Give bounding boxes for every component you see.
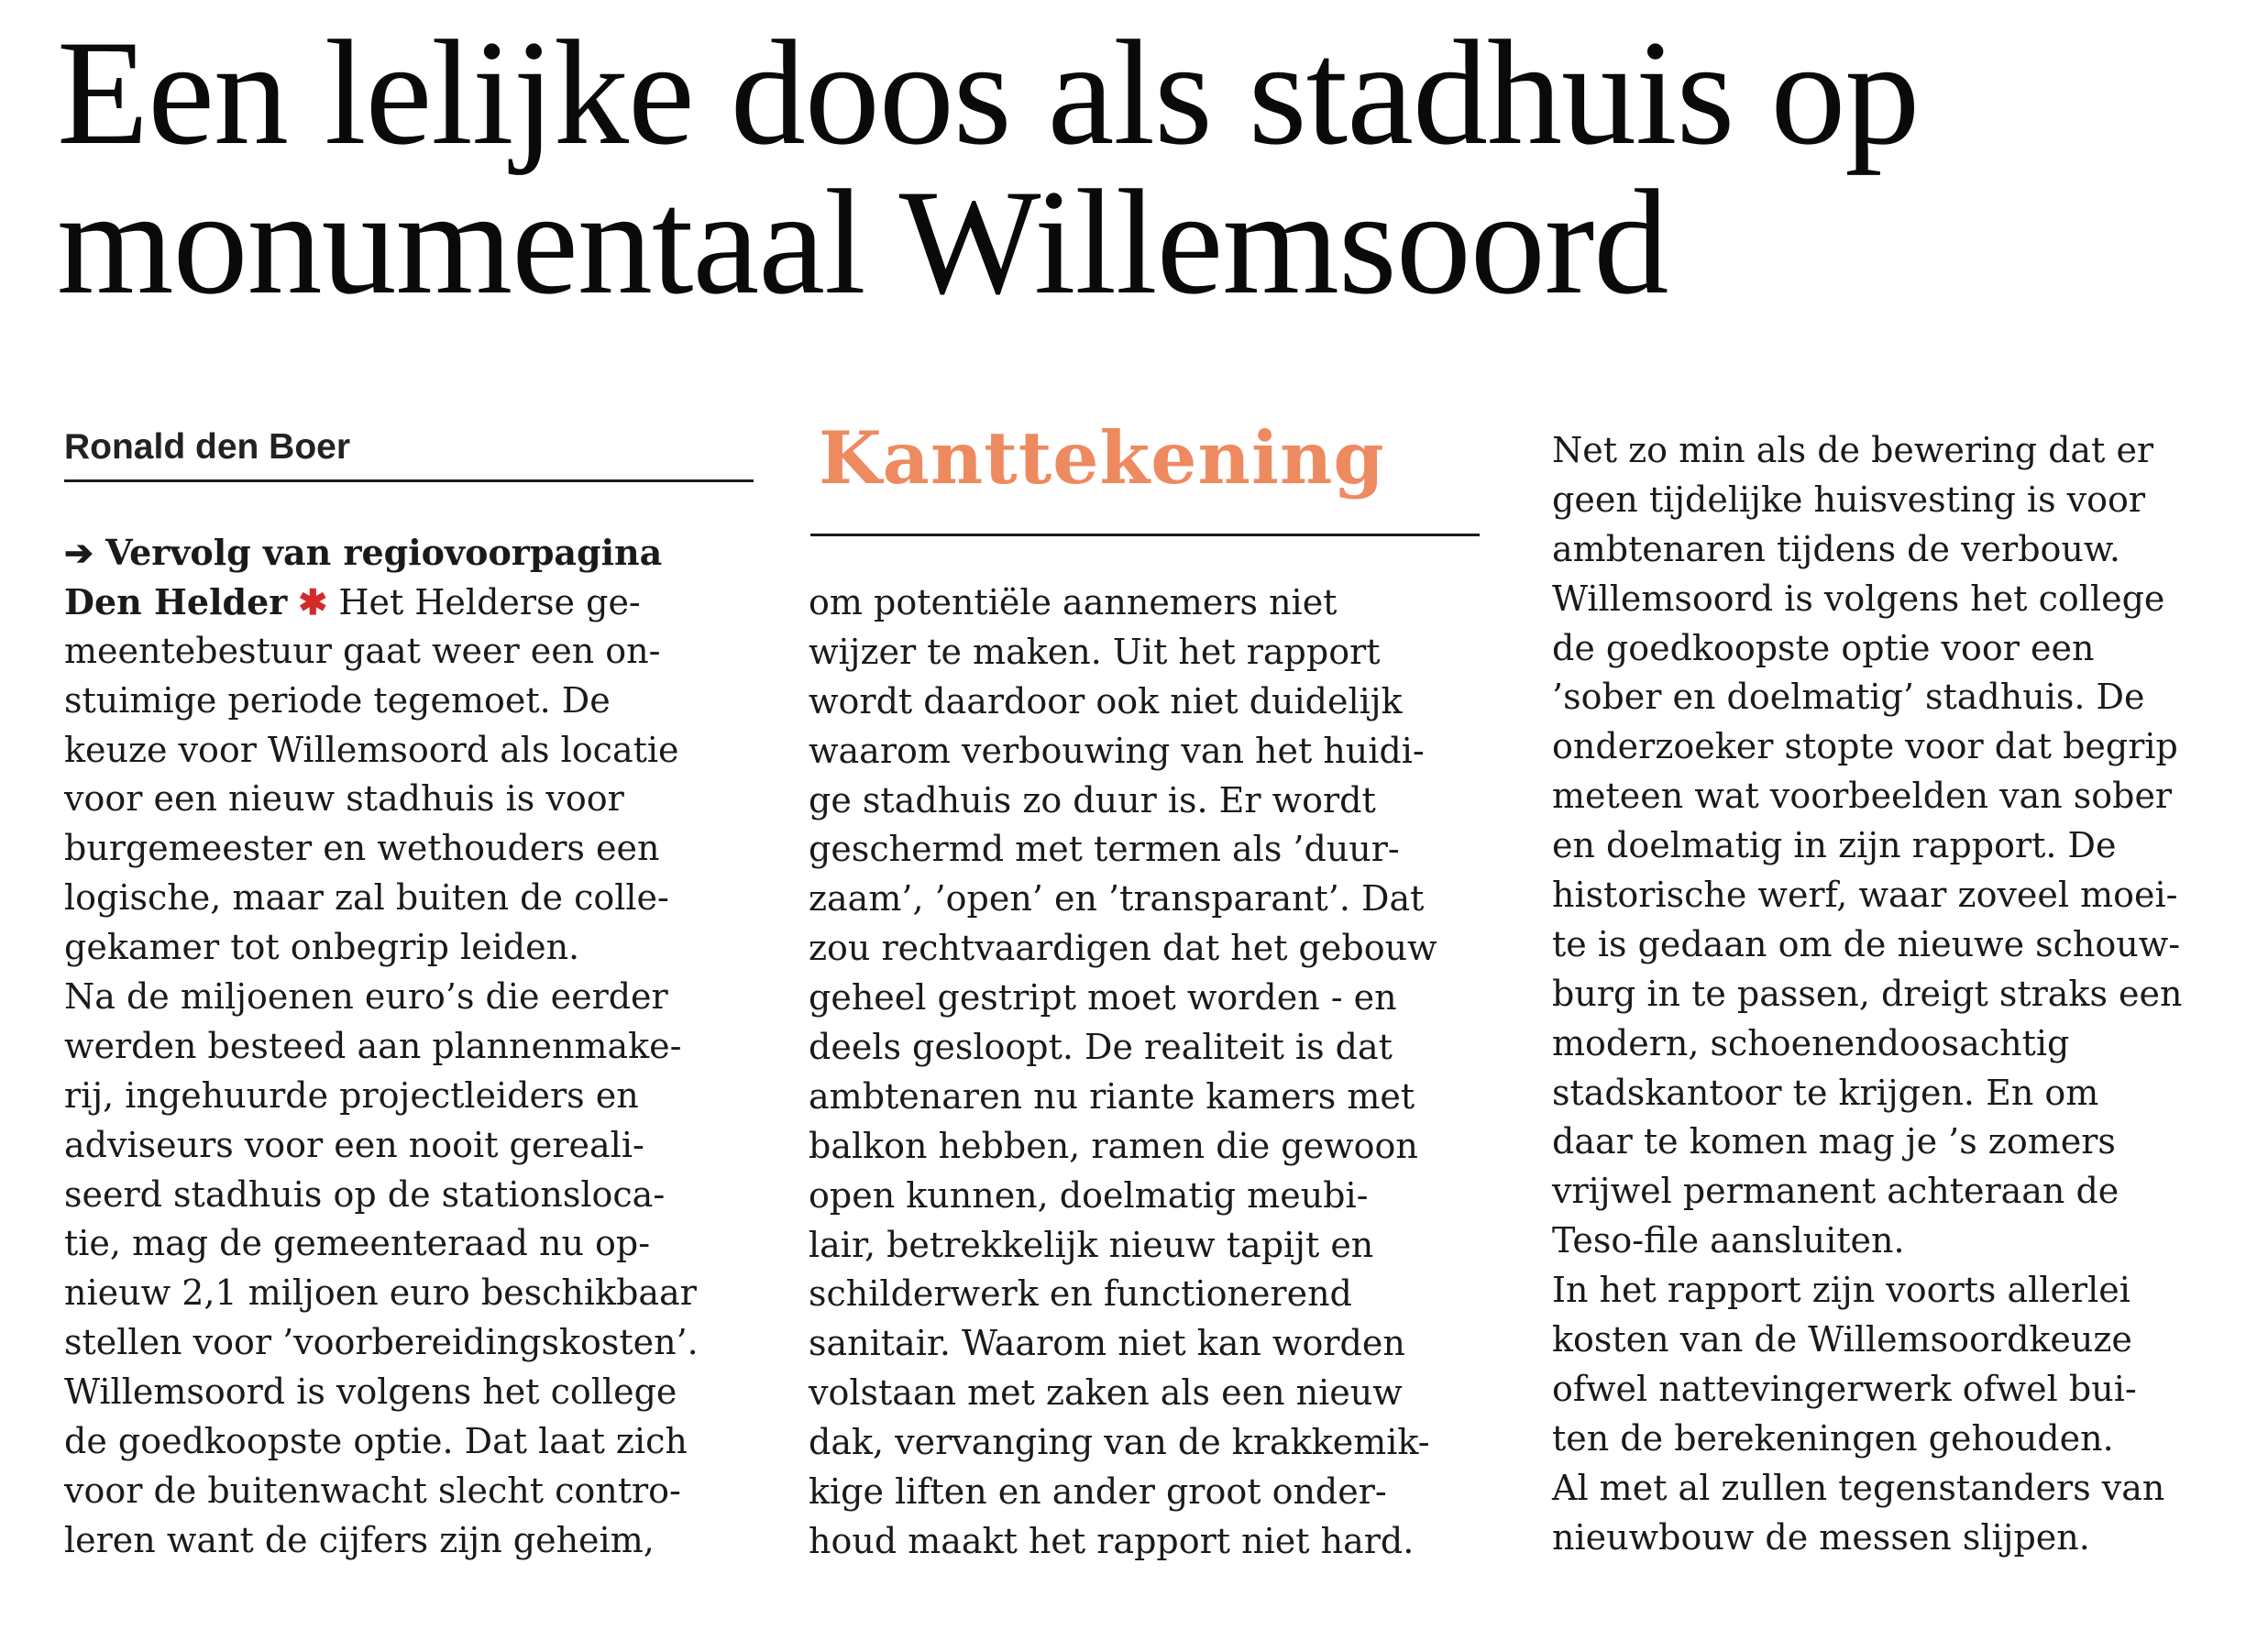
- body-text-line: wordt daardoor ook niet duidelijk: [809, 680, 1403, 721]
- section-kicker: Kanttekening: [819, 415, 1385, 501]
- body-text-line: adviseurs voor een nooit gereali-: [64, 1124, 644, 1165]
- body-text-line: leren want de cijfers zijn geheim,: [64, 1519, 655, 1560]
- body-text-line: wijzer te maken. Uit het rapport: [809, 631, 1381, 672]
- body-text-line: Net zo min als de bewering dat er: [1552, 430, 2154, 470]
- body-text-line: dak, vervanging van de krakkemik-: [809, 1422, 1430, 1463]
- body-text-line: volstaan met zaken als een nieuw: [809, 1372, 1403, 1414]
- headline-line: Een lelijke doos als stadhuis op: [57, 10, 1920, 176]
- body-text-line: deels gesloopt. De realiteit is dat: [809, 1027, 1393, 1068]
- byline-divider: [64, 479, 754, 482]
- body-text-line: de goedkoopste optie voor een: [1552, 627, 2095, 668]
- continued-from-label: ➔ Vervolg van regiovoorpagina: [64, 532, 663, 573]
- body-text-line: ten de berekeningen gehouden.: [1552, 1417, 2114, 1459]
- body-text-line: meteen wat voorbeelden van sober: [1552, 776, 2173, 817]
- body-text-line: stellen voor ’voorbereidingskosten’.: [64, 1322, 699, 1363]
- body-text-line: balkon hebben, ramen die gewoon: [809, 1125, 1418, 1166]
- body-text-line: open kunnen, doelmatig meubi-: [809, 1174, 1369, 1216]
- body-text-line: ambtenaren nu riante kamers met: [809, 1075, 1415, 1117]
- body-text-line: burg in te passen, dreigt straks een: [1552, 973, 2183, 1014]
- kicker-divider: [810, 534, 1480, 536]
- body-text-line: tie, mag de gemeenteraad nu op-: [64, 1223, 651, 1264]
- body-text-line: In het rapport zijn voorts allerlei: [1552, 1270, 2130, 1311]
- body-text-line: burgemeester en wethouders een: [64, 828, 660, 869]
- body-text-line: logische, maar zal buiten de colle-: [64, 877, 669, 919]
- column-1-body: [64, 627, 761, 1566]
- body-text-line: zou rechtvaardigen dat het gebouw: [809, 928, 1437, 969]
- body-text-line: Willemsoord is volgens het college: [1552, 578, 2165, 619]
- body-text-line: lair, betrekkelijk nieuw tapijt en: [809, 1224, 1374, 1265]
- article-column-2: [809, 578, 1505, 1567]
- headline: [57, 10, 2239, 325]
- body-text-line: voor een nieuw stadhuis is voor: [64, 778, 624, 820]
- body-text-line: meentebestuur gaat weer een on-: [64, 630, 661, 671]
- body-text-line: ge stadhuis zo duur is. Er wordt: [809, 779, 1376, 820]
- body-text-line: kosten van de Willemsoordkeuze: [1552, 1319, 2132, 1360]
- body-text-line: sanitair. Waarom niet kan worden: [809, 1323, 1405, 1364]
- body-text-line: historische werf, waar zoveel moei-: [1552, 875, 2178, 916]
- body-text-line: nieuwbouw de messen slijpen.: [1552, 1516, 2090, 1558]
- dateline: Den Helder: [64, 580, 288, 622]
- body-text-line: stadskantoor te krijgen. En om: [1552, 1072, 2099, 1113]
- body-text-line: daar te komen mag je ’s zomers: [1552, 1121, 2116, 1162]
- body-text-line: houd maakt het rapport niet hard.: [809, 1520, 1415, 1561]
- body-text-line: nieuw 2,1 miljoen euro beschikbaar: [64, 1272, 697, 1314]
- body-text-line: waarom verbouwing van het huidi-: [809, 730, 1425, 771]
- body-text-line: te is gedaan om de nieuwe schouw-: [1552, 923, 2181, 964]
- body-text: Het Helderse ge-: [338, 581, 641, 622]
- body-text-line: geschermd met termen als ’duur-: [809, 829, 1400, 870]
- body-text-line: voor de buitenwacht slecht contro-: [64, 1470, 681, 1511]
- body-text-line: kige liften en ander groot onder-: [809, 1471, 1387, 1513]
- body-text-line: seerd stadhuis op de stationsloca-: [64, 1173, 666, 1215]
- headline-line: monumentaal Willemsoord: [57, 160, 1668, 325]
- article-column-3: [1552, 426, 2249, 1562]
- article-column-1: [64, 528, 761, 1566]
- body-text-line: ambtenaren tijdens de verbouw.: [1552, 528, 2120, 569]
- body-text-line: ofwel nattevingerwerk ofwel bui-: [1552, 1368, 2137, 1409]
- body-text-line: rij, ingehuurde projectleiders en: [64, 1074, 639, 1116]
- dateline-star-icon: ✱: [298, 580, 328, 622]
- body-text-line: Willemsoord is volgens het college: [64, 1371, 677, 1413]
- body-text-line: Al met al zullen tegenstanders van: [1552, 1467, 2165, 1508]
- body-text-line: stuimige periode tegemoet. De: [64, 679, 611, 721]
- dateline-line: [64, 578, 761, 627]
- body-text-line: geheel gestript moet worden - en: [809, 977, 1397, 1019]
- body-text-line: werden besteed aan plannenmake-: [64, 1025, 682, 1066]
- body-text-line: onderzoeker stopte voor dat begrip: [1552, 726, 2178, 767]
- body-text-line: keuze voor Willemsoord als locatie: [64, 729, 679, 770]
- body-text-line: modern, schoenendoosachtig: [1552, 1022, 2070, 1063]
- body-text-line: en doelmatig in zijn rapport. De: [1552, 825, 2117, 866]
- body-text-line: zaam’, ’open’ en ’transparant’. Dat: [809, 878, 1425, 920]
- body-text-line: ’sober en doelmatig’ stadhuis. De: [1552, 677, 2145, 718]
- body-text-line: de goedkoopste optie. Dat laat zich: [64, 1421, 688, 1462]
- body-text-line: Teso-file aansluiten.: [1552, 1220, 1905, 1261]
- body-text-line: vrijwel permanent achteraan de: [1552, 1171, 2119, 1212]
- author-byline: Ronald den Boer: [64, 427, 351, 467]
- body-text-line: geen tijdelijke huisvesting is voor: [1552, 479, 2146, 520]
- body-text-line: schilderwerk en functionerend: [809, 1273, 1352, 1315]
- body-text-line: gekamer tot onbegrip leiden.: [64, 927, 580, 968]
- body-text-line: om potentiële aannemers niet: [809, 582, 1338, 622]
- body-text-line: Na de miljoenen euro’s die eerder: [64, 976, 668, 1018]
